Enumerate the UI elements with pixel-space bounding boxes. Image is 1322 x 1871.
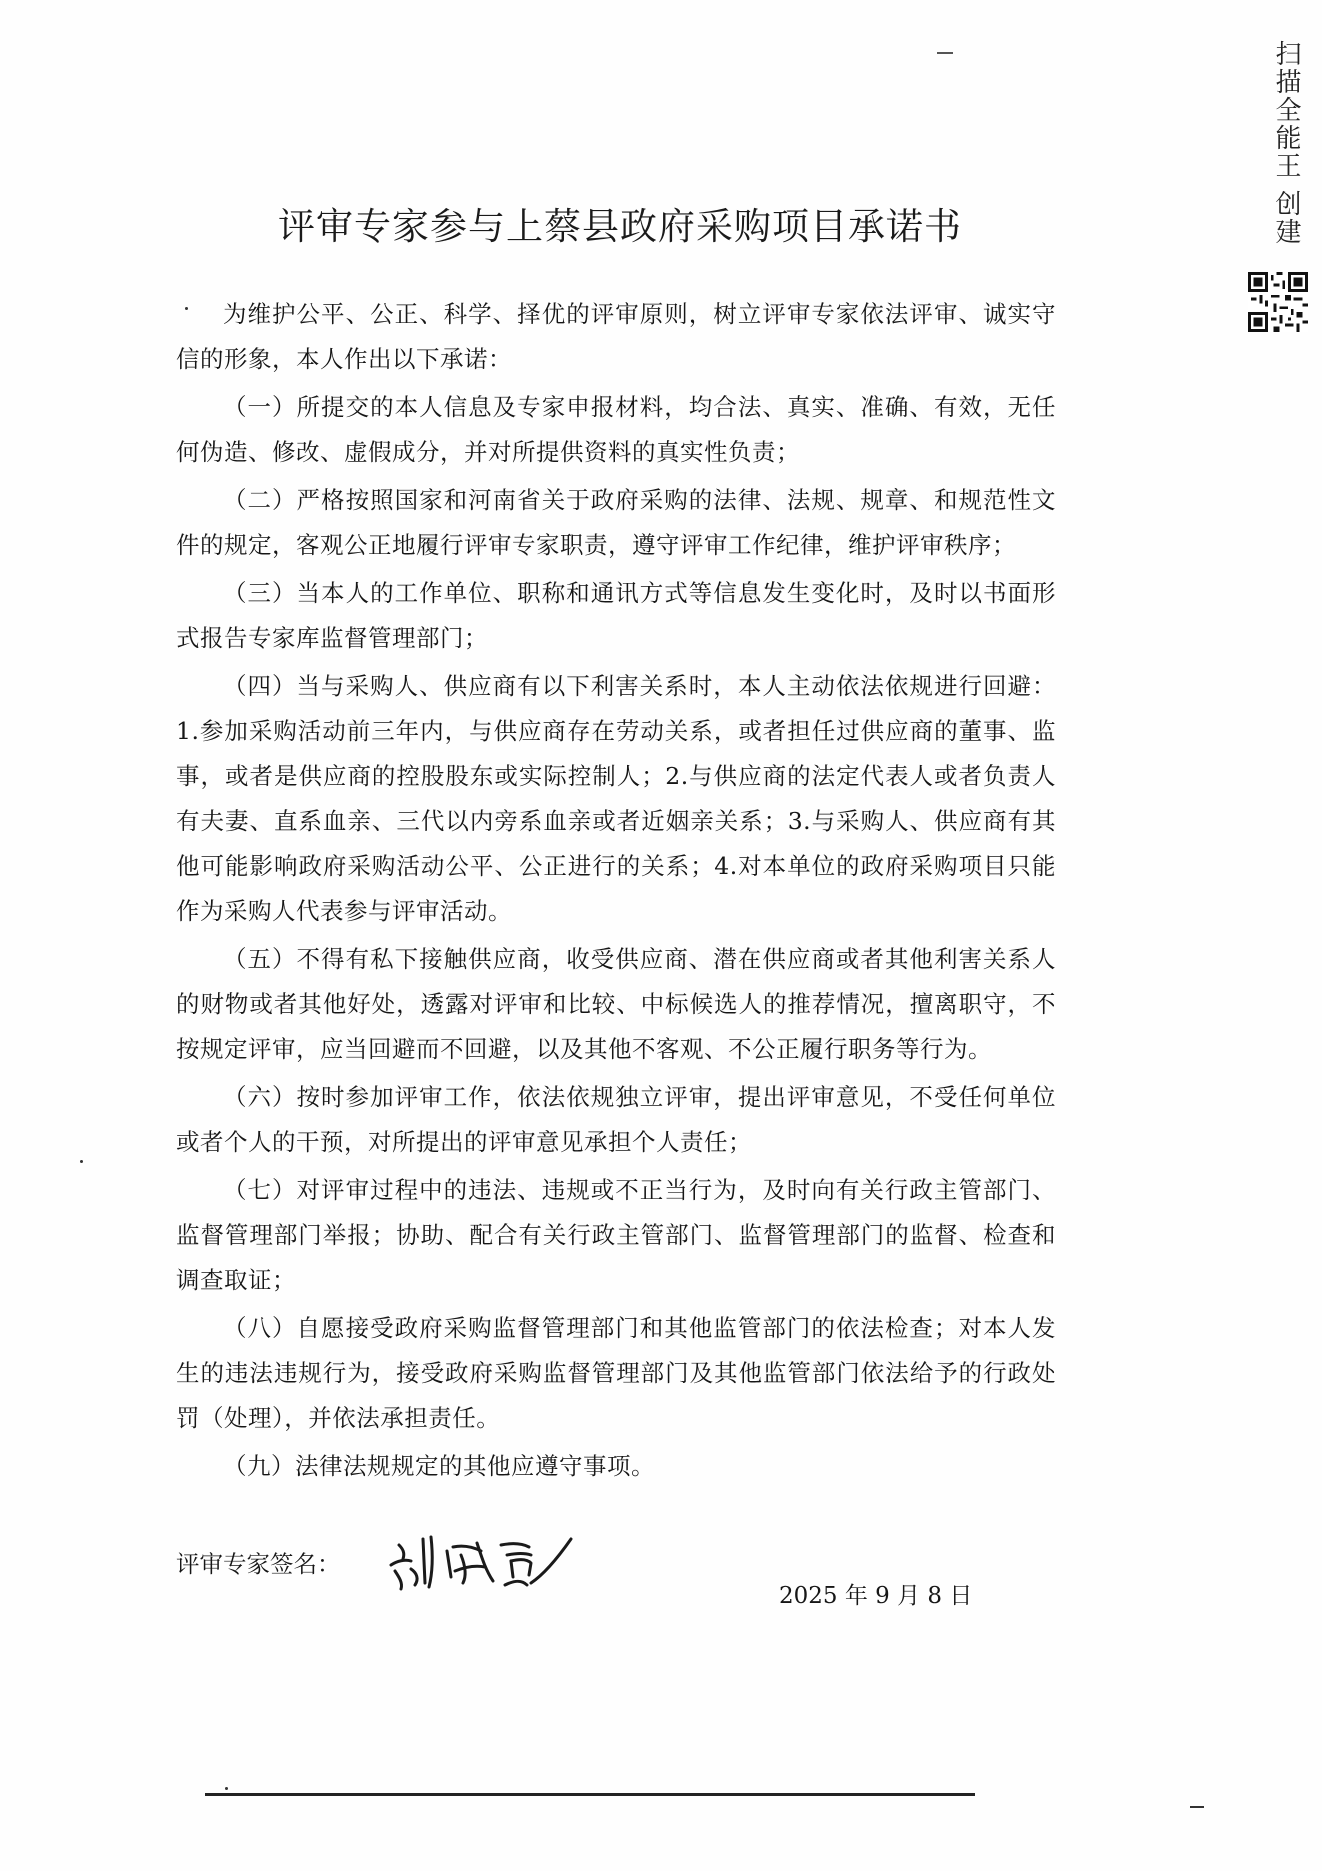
signature-block [176, 1525, 776, 1605]
scan-speck [80, 1160, 83, 1163]
commitment-item-3: （三）当本人的工作单位、职称和通讯方式等信息发生变化时，及时以书面形式报告专家库监督管理部门； [176, 579, 1056, 652]
document-title: 评审专家参与上蔡县政府采购项目承诺书 [278, 205, 962, 248]
scan-mark [937, 52, 953, 54]
scan-mark [1190, 1806, 1204, 1808]
signature-label: 评审专家签名： [176, 1550, 341, 1578]
scan-speck [185, 307, 188, 310]
handwritten-signature [381, 1525, 581, 1595]
scan-speck [225, 1787, 228, 1790]
commitment-item-1: （一）所提交的本人信息及专家申报材料，均合法、真实、准确、有效，无任何伪造、修改、虚假成分，并对所提供资料的真实性负责； [176, 393, 1056, 466]
commitment-item-9: （九）法律法规规定的其他应遵守事项。 [223, 1452, 655, 1480]
commitment-item-7: （七）对评审过程中的违法、违规或不正当行为，及时向有关行政主管部门、监督管理部门举报；协助、配合有关行政主管部门、监督管理部门的监督、检查和调查取证； [176, 1176, 1056, 1294]
intro-paragraph: 为维护公平、公正、科学、择优的评审原则，树立评审专家依法评审、诚实守信的形象，本人作出以下承诺： [176, 300, 1056, 373]
commitment-item-5: （五）不得有私下接触供应商，收受供应商、潜在供应商或者其他利害关系人的财物或者其他好处，透露对评审和比较、中标候选人的推荐情况，擅离职守，不按规定评审，应当回避而不回避，以及其他不客观、不公正履行职务等行为。 [176, 945, 1056, 1063]
qr-code-icon [1248, 272, 1308, 332]
commitment-item-8: （八）自愿接受政府采购监督管理部门和其他监管部门的依法检查；对本人发生的违法违规行为，接受政府采购监督管理部门及其他监管部门依法给予的行政处罚（处理），并依法承担责任。 [176, 1314, 1056, 1432]
commitment-body [176, 292, 1056, 1492]
commitment-item-6: （六）按时参加评审工作，依法依规独立评审，提出评审意见，不受任何单位或者个人的干预，对所提出的评审意见承担个人责任； [176, 1083, 1056, 1156]
commitment-item-2: （二）严格按照国家和河南省关于政府采购的法律、法规、规章、和规范性文件的规定，客观公正地履行评审专家职责，遵守评审工作纪律，维护评审秩序； [176, 486, 1056, 559]
document-date: 2025 年 9 月 8 日 [779, 1583, 973, 1609]
bottom-scan-line [205, 1793, 975, 1796]
commitment-item-4: （四）当与采购人、供应商有以下利害关系时，本人主动依法依规进行回避：1.参加采购活动前三年内，与供应商存在劳动关系，或者担任过供应商的董事、监事，或者是供应商的控股股东或实际控制人；2.与供应商的法定代表人或者负责人有夫妻、直系血亲、三代以内旁系血亲或者近姻亲关系；3.与采购人、供应商有其他可能影响政府采购活动公平、公正进行的关系；4.对本单位的政府采购项目只能作为采购人代表参与评审活动。 [176, 672, 1056, 925]
scanner-watermark: 扫描全能王 创建 [1271, 40, 1301, 247]
